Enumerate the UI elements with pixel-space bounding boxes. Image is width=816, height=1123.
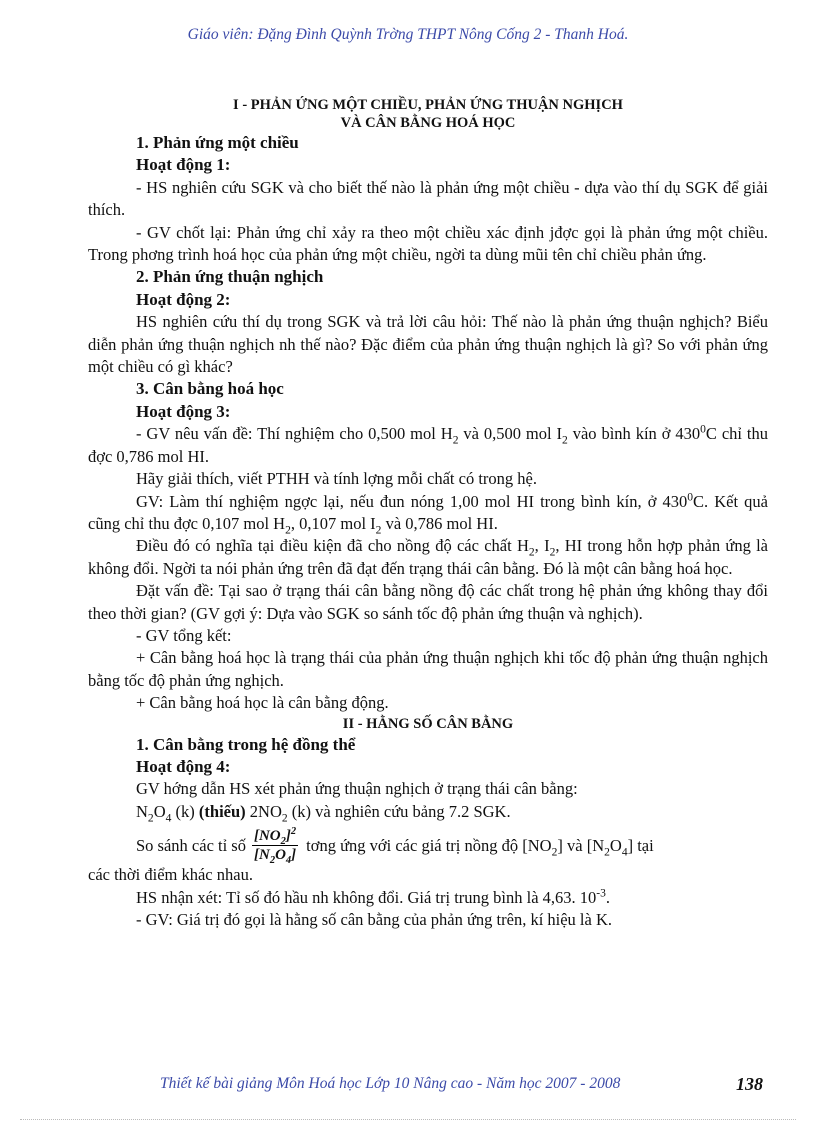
ratio-fraction: $\frac{[NO_2]^2}{[N_2O_4]}$: [253, 826, 297, 867]
paragraph: - GV tổng kết:: [136, 625, 232, 645]
activity-heading-3: Hoạt động 3:: [136, 401, 231, 421]
paragraph: - GV: Giá trị đó gọi là hằng số cân bằng của phản ứng trên, kí hiệu là K.: [136, 910, 613, 929]
paragraph: GV hớng dẫn HS xét phản ứng thuận nghịch ở trạng thái cân bằng:: [136, 779, 578, 799]
section-title-line1: I - PHẢN ỨNG MỘT CHIỀU, PHẢN ỨNG THUẬN NGHỊCH: [233, 97, 623, 113]
page-number: 138: [736, 1074, 763, 1094]
footer-divider: [20, 1119, 796, 1120]
subsection-heading-4: 1. Cân bằng trong hệ đồng thể: [136, 734, 356, 754]
paragraph: + Cân bằng hoá học là trạng thái của phản ứng thuận nghịch khi tốc độ phản ứng thuận nghịch bằng tốc độ phản ứng nghịch.: [88, 648, 768, 690]
activity-heading-4: Hoạt động 4:: [136, 756, 231, 776]
paragraph: các thời điểm khác nhau.: [88, 865, 253, 885]
section-title-line2: VÀ CÂN BẰNG HOÁ HỌC: [340, 115, 516, 131]
paragraph: $N_2O_4$ (k) (thiếu) $2NO_2$ (k) và nghiên cứu bảng 7.2 SGK.: [136, 801, 511, 825]
page-header: Giáo viên: Đặng Đình Quỳnh Trờng THPT Nông Cống 2 - Thanh Hoá.: [187, 26, 629, 43]
paragraph: - GV nêu vấn đề: Thí nghiệm cho 0,500 mol $H_2$ và 0,500 mol $I_2$ vào bình kín ở $430^0C$ chỉ thu đợc 0,786 mol HI.: [88, 423, 768, 466]
paragraph: - HS nghiên cứu SGK và cho biết thế nào là phản ứng một chiều - dựa vào thí dụ SGK để giải thích.: [88, 177, 768, 220]
subsection-heading-1: 1. Phản ứng một chiều: [136, 133, 299, 152]
paragraph: Đặt vấn đề: Tại sao ở trạng thái cân bằng nồng độ các chất trong hệ phản ứng không thay đổi theo thời gian? (GV gợi ý: Dựa vào SGK so sánh tốc độ phản ứng thuận và nghịch).: [88, 581, 768, 623]
page-footer: Thiết kế bài giảng Môn Hoá học Lớp 10 Nâng cao - Năm học 2007 - 2008: [160, 1075, 621, 1092]
section-title-2: II - HẰNG SỐ CÂN BẰNG: [342, 715, 514, 732]
paragraph: + Cân bằng hoá học là cân bằng động.: [136, 693, 389, 713]
paragraph: HS nghiên cứu thí dụ trong SGK và trả lời câu hỏi: Thế nào là phản ứng thuận nghịch? Biểu diễn phản ứng thuận nghịch nh thế nào? Đặc điểm của phản ứng thuận nghịch là gì? So với phản ứng một chiều có gì khác?: [88, 312, 768, 377]
paragraph: GV: Làm thí nghiệm ngợc lại, nếu đun nóng 1,00 mol HI trong bình kín, ở $430^0C$. Kết quả cũng chỉ thu đợc 0,107 mol $H_2$, 0,107 mol $I_2$ và 0,786 mol HI.: [88, 491, 768, 537]
subsection-heading-3: 3. Cân bằng hoá học: [136, 379, 284, 399]
activity-heading-2: Hoạt động 2:: [136, 289, 231, 309]
subsection-heading-2: 2. Phản ứng thuận nghịch: [136, 267, 324, 287]
paragraph: Điều đó có nghĩa tại điều kiện đã cho nồng độ các chất $H_2$, $I_2$, HI trong hỗn hợp phản ứng là không đổi. Ngời ta nói phản ứng trên đã đạt đến trạng thái cân bằng. Đó là một cân bằng hoá học.: [88, 536, 768, 578]
ratio-paragraph: So sánh các tỉ số $\frac{[NO_2]^2}{[N_2O_4]}$ tơng ứng với các giá trị nồng độ $[NO_2]$ và $[N_2O_4]$ tại: [136, 826, 654, 867]
activity-heading-1: Hoạt động 1:: [136, 155, 231, 175]
paragraph: Hãy giải thích, viết PTHH và tính lợng mỗi chất có trong hệ.: [136, 469, 537, 489]
document-body: [88, 96, 768, 931]
paragraph: - GV chốt lại: Phản ứng chỉ xảy ra theo một chiều xác định jđợc gọi là phản ứng một chiều. Trong phơng trình hoá học của phản ứng một chiều, ngời ta dùng mũi tên chỉ chiều phản ứng.: [88, 222, 768, 265]
paragraph: HS nhận xét: Tỉ số đó hầu nh không đổi. Giá trị trung bình là 4,63. $10^{-3}$.: [136, 887, 611, 907]
